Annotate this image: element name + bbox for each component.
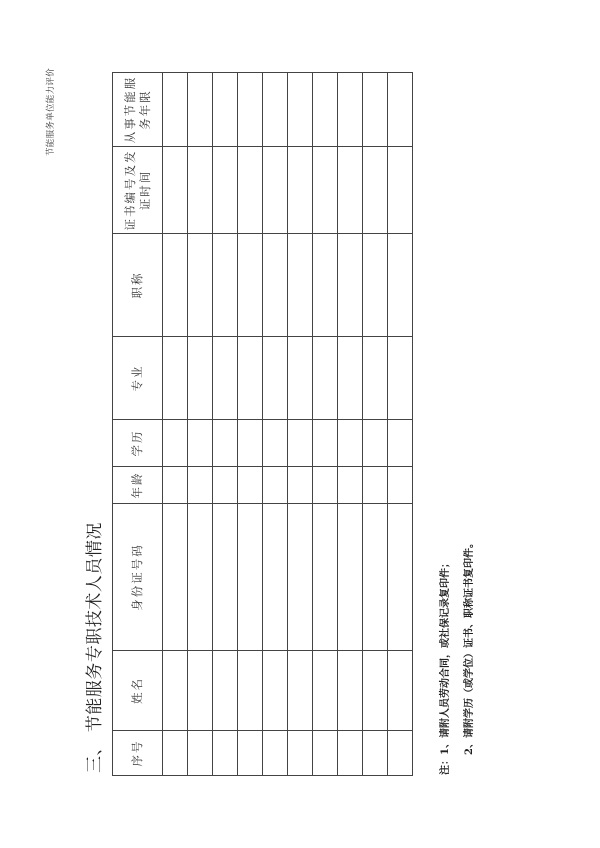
cell-seq[interactable] <box>188 731 213 776</box>
column-header-seq: 序号 <box>113 731 163 776</box>
table-row <box>213 73 238 776</box>
cell-years[interactable] <box>213 73 238 147</box>
cell-id_number[interactable] <box>238 504 263 651</box>
cell-major[interactable] <box>188 337 213 420</box>
cell-seq[interactable] <box>388 731 413 776</box>
cell-age[interactable] <box>263 467 288 504</box>
cell-years[interactable] <box>363 73 388 147</box>
cell-major[interactable] <box>338 337 363 420</box>
cell-seq[interactable] <box>288 731 313 776</box>
cell-name[interactable] <box>288 651 313 731</box>
staff-table <box>112 72 413 776</box>
cell-id_number[interactable] <box>213 504 238 651</box>
cell-seq[interactable] <box>263 731 288 776</box>
cell-title[interactable] <box>388 234 413 337</box>
cell-certificate[interactable] <box>288 147 313 234</box>
cell-major[interactable] <box>288 337 313 420</box>
table-row <box>188 73 213 776</box>
cell-major[interactable] <box>213 337 238 420</box>
cell-years[interactable] <box>263 73 288 147</box>
cell-education[interactable] <box>338 420 363 467</box>
page-header: 节能服务单位能力评价 <box>46 67 56 156</box>
table-row <box>363 73 388 776</box>
cell-years[interactable] <box>238 73 263 147</box>
cell-id_number[interactable] <box>288 504 313 651</box>
cell-title[interactable] <box>238 234 263 337</box>
cell-name[interactable] <box>188 651 213 731</box>
cell-education[interactable] <box>238 420 263 467</box>
column-header-education: 学历 <box>113 420 163 467</box>
cell-certificate[interactable] <box>188 147 213 234</box>
cell-education[interactable] <box>388 420 413 467</box>
cell-id_number[interactable] <box>388 504 413 651</box>
column-header-name: 姓名 <box>113 651 163 731</box>
cell-id_number[interactable] <box>363 504 388 651</box>
cell-name[interactable] <box>388 651 413 731</box>
note-line-2 <box>458 538 482 775</box>
cell-seq[interactable] <box>213 731 238 776</box>
cell-age[interactable] <box>213 467 238 504</box>
cell-title[interactable] <box>363 234 388 337</box>
note-item: 1、请附人员劳动合同，或社保记录复印件； <box>440 558 451 755</box>
cell-name[interactable] <box>363 651 388 731</box>
cell-age[interactable] <box>363 467 388 504</box>
cell-title[interactable] <box>313 234 338 337</box>
cell-education[interactable] <box>313 420 338 467</box>
cell-certificate[interactable] <box>238 147 263 234</box>
section-title: 三、 节能服务专职技术人员情况 <box>85 522 105 773</box>
note-item: 2、请附学历（或学位）证书、职称证书复印件。 <box>464 538 475 755</box>
cell-major[interactable] <box>238 337 263 420</box>
cell-id_number[interactable] <box>163 504 188 651</box>
cell-name[interactable] <box>163 651 188 731</box>
cell-name[interactable] <box>213 651 238 731</box>
cell-age[interactable] <box>238 467 263 504</box>
cell-seq[interactable] <box>338 731 363 776</box>
cell-years[interactable] <box>188 73 213 147</box>
cell-age[interactable] <box>313 467 338 504</box>
cell-education[interactable] <box>363 420 388 467</box>
cell-seq[interactable] <box>313 731 338 776</box>
cell-education[interactable] <box>163 420 188 467</box>
column-header-id_number: 身份证号码 <box>113 504 163 651</box>
cell-name[interactable] <box>313 651 338 731</box>
cell-id_number[interactable] <box>313 504 338 651</box>
cell-id_number[interactable] <box>338 504 363 651</box>
cell-name[interactable] <box>263 651 288 731</box>
cell-major[interactable] <box>363 337 388 420</box>
cell-certificate[interactable] <box>163 147 188 234</box>
cell-certificate[interactable] <box>313 147 338 234</box>
cell-seq[interactable] <box>163 731 188 776</box>
notes <box>434 538 482 775</box>
table-row <box>263 73 288 776</box>
cell-major[interactable] <box>388 337 413 420</box>
cell-age[interactable] <box>388 467 413 504</box>
table-row <box>238 73 263 776</box>
cell-id_number[interactable] <box>188 504 213 651</box>
cell-age[interactable] <box>188 467 213 504</box>
table-row <box>313 73 338 776</box>
cell-name[interactable] <box>338 651 363 731</box>
cell-education[interactable] <box>213 420 238 467</box>
column-header-years: 从事节能服务年限 <box>113 73 163 147</box>
cell-certificate[interactable] <box>388 147 413 234</box>
column-header-age: 年龄 <box>113 467 163 504</box>
cell-title[interactable] <box>288 234 313 337</box>
cell-title[interactable] <box>188 234 213 337</box>
column-header-certificate: 证书编号及发证时间 <box>113 147 163 234</box>
table-row <box>163 73 188 776</box>
cell-seq[interactable] <box>363 731 388 776</box>
notes-label: 注： <box>440 755 451 775</box>
column-header-major: 专业 <box>113 337 163 420</box>
column-header-title: 职称 <box>113 234 163 337</box>
table-header-row <box>113 73 163 776</box>
cell-years[interactable] <box>313 73 338 147</box>
cell-certificate[interactable] <box>363 147 388 234</box>
note-line-1 <box>434 538 458 775</box>
cell-certificate[interactable] <box>213 147 238 234</box>
cell-certificate[interactable] <box>263 147 288 234</box>
cell-age[interactable] <box>163 467 188 504</box>
cell-id_number[interactable] <box>263 504 288 651</box>
cell-major[interactable] <box>263 337 288 420</box>
cell-title[interactable] <box>213 234 238 337</box>
cell-years[interactable] <box>288 73 313 147</box>
cell-title[interactable] <box>263 234 288 337</box>
table-row <box>288 73 313 776</box>
cell-name[interactable] <box>238 651 263 731</box>
cell-title[interactable] <box>163 234 188 337</box>
cell-age[interactable] <box>338 467 363 504</box>
cell-major[interactable] <box>163 337 188 420</box>
cell-education[interactable] <box>288 420 313 467</box>
cell-certificate[interactable] <box>338 147 363 234</box>
cell-age[interactable] <box>288 467 313 504</box>
table-row <box>388 73 413 776</box>
cell-years[interactable] <box>338 73 363 147</box>
cell-title[interactable] <box>338 234 363 337</box>
table-row <box>338 73 363 776</box>
cell-education[interactable] <box>263 420 288 467</box>
cell-education[interactable] <box>188 420 213 467</box>
cell-major[interactable] <box>313 337 338 420</box>
cell-years[interactable] <box>388 73 413 147</box>
cell-years[interactable] <box>163 73 188 147</box>
cell-seq[interactable] <box>238 731 263 776</box>
